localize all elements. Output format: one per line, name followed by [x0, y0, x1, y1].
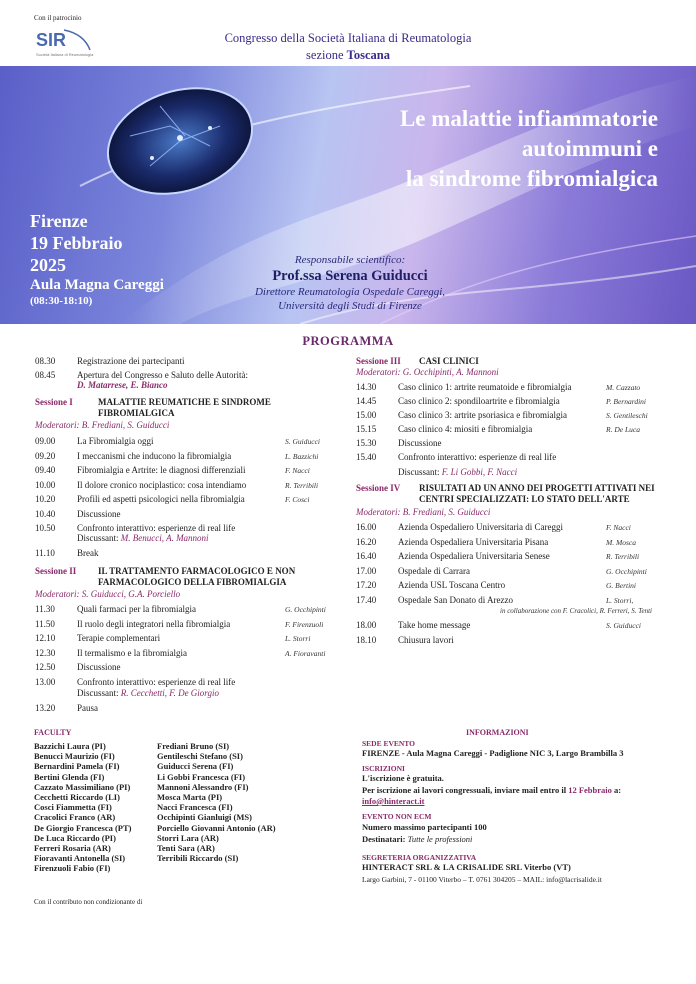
speaker: M. Cazzato [606, 383, 641, 392]
moderators: Moderatori: B. Frediani, S. Guiducci [35, 420, 170, 430]
speaker: L. Storri, [606, 595, 634, 605]
faculty-member: Cosci Fiammetta (FI) [34, 802, 112, 813]
segreteria-line2: Largo Garbini, 7 - 01100 Viterbo – T. 0761 304205 – MAIL: info@lacrisalide.it [362, 875, 602, 884]
session-title: RISULTATI AD UN ANNO DEI PROGETTI ATTIVATI NEI CENTRI SPECIALIZZATI: LO STATO DELL'ARTE [419, 483, 655, 504]
faculty-member: Guiducci Serena (FI) [157, 761, 234, 772]
session-title: MALATTIE REUMATICHE E SINDROME FIBROMIALGICA [98, 397, 271, 418]
event-title: Le malattie infiammatorie autoimmuni e la sindrome fibromialgica [399, 106, 658, 191]
faculty-member: Storri Lara (AR) [157, 832, 219, 843]
ecm-line2: Destinatari: Tutte le professioni [362, 834, 473, 844]
ecm-heading: EVENTO NON ECM [362, 812, 432, 821]
authorities: D. Matarrese, E. Bianco [77, 380, 168, 390]
sede-text: FIRENZE - Aula Magna Careggi - Padiglione NIC 3, Largo Brambilla 3 [362, 748, 624, 758]
faculty-member: Tenti Sara (AR) [157, 843, 215, 854]
faculty-member: Ferreri Rosaria (AR) [34, 843, 111, 854]
discussants: Discussant: F. Li Gobbi, F. Nacci [398, 467, 518, 477]
speaker: S. Guiducci [285, 437, 320, 446]
speaker: S. Guiducci [606, 621, 641, 630]
faculty-member: Occhipinti Gianluigi (MS) [157, 812, 252, 823]
speaker: F. Cosci [285, 495, 310, 504]
faculty-member: Firenzuoli Fabio (FI) [34, 863, 111, 874]
ecm-line1: Numero massimo partecipanti 100 [362, 822, 487, 832]
speaker: A. Fioravanti [285, 648, 326, 658]
speaker: L. Storri [285, 634, 311, 643]
faculty-member: Bernardini Pamela (FI) [34, 761, 120, 772]
discussants: Discussant: M. Benucci, A. Mannoni [77, 533, 209, 543]
faculty-member: Porciello Giovanni Antonio (AR) [157, 822, 276, 833]
segreteria-line1: HINTERACT SRL & LA CRISALIDE SRL Viterbo (VT) [362, 862, 571, 872]
iscrizioni-line1: L'iscrizione è gratuita. [362, 773, 444, 783]
faculty-col-1 [34, 741, 131, 874]
faculty-member: Bertini Glenda (FI) [34, 771, 105, 782]
faculty-member: Nacci Francesca (FI) [157, 802, 233, 813]
faculty-member: Cazzato Massimiliano (PI) [34, 781, 131, 792]
speaker: M. Mosca [606, 537, 636, 547]
session-title: CASI CLINICI [419, 356, 479, 366]
iscrizioni-email-link[interactable]: info@hinteract.it [362, 796, 425, 806]
speaker: F. Nacci [606, 523, 631, 532]
faculty-member: Bazzichi Laura (PI) [34, 741, 106, 751]
hero-banner [0, 66, 696, 324]
faculty-member: Mosca Marta (PI) [157, 792, 223, 803]
faculty-col-2 [157, 741, 276, 863]
segreteria-heading: SEGRETERIA ORGANIZZATIVA [362, 853, 477, 862]
speaker: G. Occhipinti [606, 566, 647, 576]
speaker: R. Terribili [285, 480, 319, 490]
faculty-member: De Giorgio Francesca (PT) [34, 822, 132, 833]
speaker: G. Bertini [606, 581, 636, 590]
faculty-member: Frediani Bruno (SI) [157, 741, 230, 751]
session-label: Sessione IV [356, 483, 401, 493]
logo-caption: Società Italiana di Reumatologia [36, 52, 94, 57]
iscrizioni-line2: Per iscrizione ai lavori congressuali, inviare mail entro il 12 Febbraio a: [362, 785, 622, 795]
logo-text: SIR [36, 30, 67, 50]
faculty-heading: FACULTY [34, 728, 72, 737]
faculty-member: Cecchetti Riccardo (LI) [34, 792, 120, 803]
congress-section: sezione Toscana [306, 48, 390, 62]
session-title: IL TRATTAMENTO FARMACOLOGICO E NON FARMACOLOGICO DELLA FIBROMIALGIA [98, 566, 296, 587]
faculty-member: Li Gobbi Francesca (FI) [157, 771, 246, 782]
collaboration-note: in collaborazione con F. Cracolici, R. Ferreri, S. Tenti [500, 607, 652, 615]
iscrizioni-heading: ISCRIZIONI [362, 764, 405, 773]
speaker: F. Firenzuoli [285, 619, 324, 629]
faculty-member: Mannoni Alessandro (FI) [157, 781, 249, 792]
speaker: F. Nacci [285, 466, 310, 475]
speaker: S. Gentileschi [606, 411, 648, 420]
speaker: R. Terribili [606, 552, 640, 561]
contribution-note: Con il contributo non condizionante di [34, 898, 143, 906]
faculty-member: Cracolici Franco (AR) [34, 812, 116, 823]
event-place-date: Firenze 19 Febbraio 2025 Aula Magna Careggi (08:30-18:10) [30, 211, 164, 307]
discussants: Discussant: R. Cecchetti, F. De Giorgio [77, 688, 219, 698]
session-label: Sessione III [356, 356, 401, 366]
faculty-member: De Luca Riccardo (PI) [34, 832, 116, 843]
faculty-member: Gentileschi Stefano (SI) [157, 751, 243, 762]
faculty-member: Terribili Riccardo (SI) [157, 853, 239, 864]
session-label: Sessione I [35, 397, 73, 407]
speaker: G. Occhipinti [285, 605, 326, 614]
moderators: Moderatori: B. Frediani, S. Guiducci [356, 507, 491, 517]
congress-title: Congresso della Società Italiana di Reumatologia [224, 31, 472, 45]
info-heading: INFORMAZIONI [466, 728, 529, 737]
speaker: R. De Luca [606, 425, 640, 434]
speaker: L. Bazzichi [285, 451, 319, 461]
moderators: Moderatori: S. Guiducci, G.A. Porciello [35, 589, 181, 599]
program-title: PROGRAMMA [302, 334, 394, 348]
patronage-label: Con il patrocinio [34, 14, 82, 22]
faculty-member: Benucci Maurizio (FI) [34, 751, 115, 762]
faculty-member: Fioravanti Antonella (SI) [34, 853, 126, 864]
speaker: P. Bernardini [606, 397, 647, 406]
session-label: Sessione II [35, 566, 77, 576]
sir-logo [34, 26, 96, 62]
scientific-responsible: Responsabile scientifico: Prof.ssa Serena Guiducci Direttore Reumatologia Ospedale Careggi, Università degli Studi di Firenze [254, 254, 446, 312]
sede-heading: SEDE EVENTO [362, 739, 416, 748]
moderators: Moderatori: G. Occhipinti, A. Mannoni [356, 367, 499, 377]
